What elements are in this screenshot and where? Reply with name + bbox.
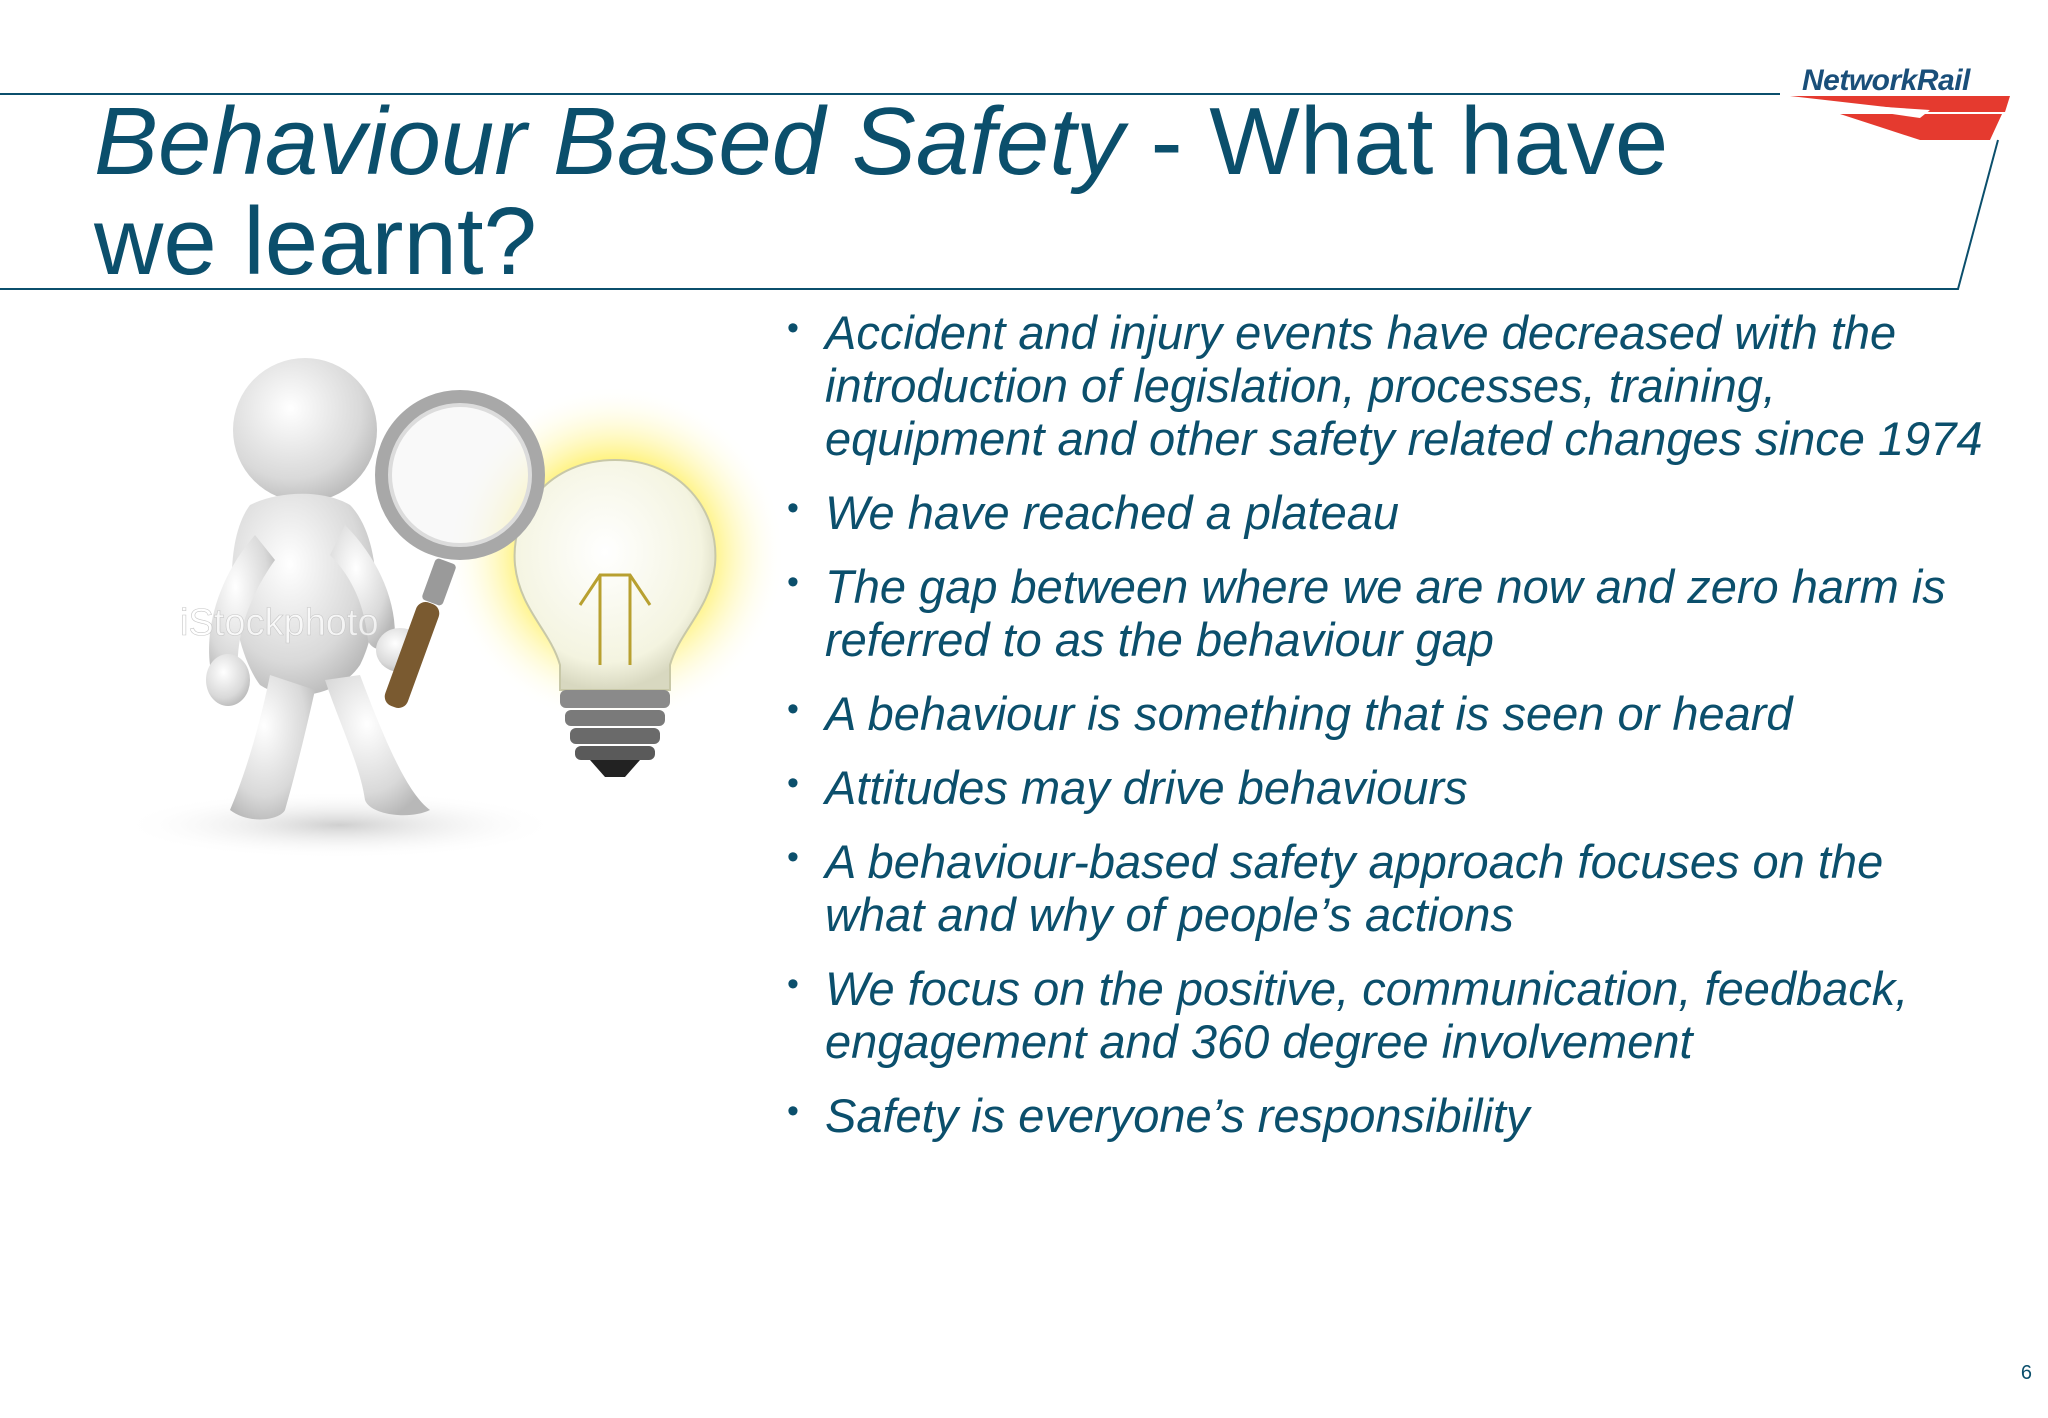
- list-item-text: Safety is everyone’s responsibility: [825, 1089, 1530, 1142]
- title-rest-part: - What have we learnt?: [94, 88, 1669, 295]
- list-item-text: We focus on the positive, communication, feedback, engagement and 360 degree involvement: [825, 962, 1909, 1068]
- bullet-dot: •: [787, 489, 799, 527]
- bullet-dot: •: [787, 690, 799, 728]
- bullet-dot: •: [787, 563, 799, 601]
- list-item: [785, 687, 1985, 740]
- list-item: [785, 560, 1985, 666]
- bullet-dot: •: [787, 838, 799, 876]
- bullet-list: [785, 306, 1985, 1163]
- list-item-text: A behaviour is something that is seen or heard: [825, 687, 1793, 740]
- list-item: [785, 486, 1985, 539]
- illustration: [110, 345, 790, 865]
- logo-text: NetworkRail: [1802, 64, 1970, 97]
- bullet-dot: •: [787, 965, 799, 1003]
- list-item-text: We have reached a plateau: [825, 486, 1399, 539]
- list-item: [785, 962, 1985, 1068]
- title-italic-part: Behaviour Based Safety: [94, 88, 1124, 195]
- page-number: 6: [2020, 1362, 2032, 1384]
- bullet-dot: •: [787, 764, 799, 802]
- list-item: [785, 1089, 1985, 1142]
- slide-title: [94, 88, 1794, 295]
- watermark-text: iStockphoto: [180, 602, 379, 644]
- list-item: [785, 835, 1985, 941]
- list-item: [785, 761, 1985, 814]
- bullet-dot: •: [787, 1092, 799, 1130]
- list-item-text: Attitudes may drive behaviours: [825, 761, 1468, 814]
- bullet-dot: •: [787, 309, 799, 347]
- list-item-text: Accident and injury events have decreased with the introduction of legislation, processes, training, equipment and other safety related changes since 1974: [825, 306, 1983, 465]
- list-item: [785, 306, 1985, 465]
- list-item-text: A behaviour-based safety approach focuses on the what and why of people’s actions: [825, 835, 1884, 941]
- list-item-text: The gap between where we are now and zero harm is referred to as the behaviour gap: [825, 560, 1946, 666]
